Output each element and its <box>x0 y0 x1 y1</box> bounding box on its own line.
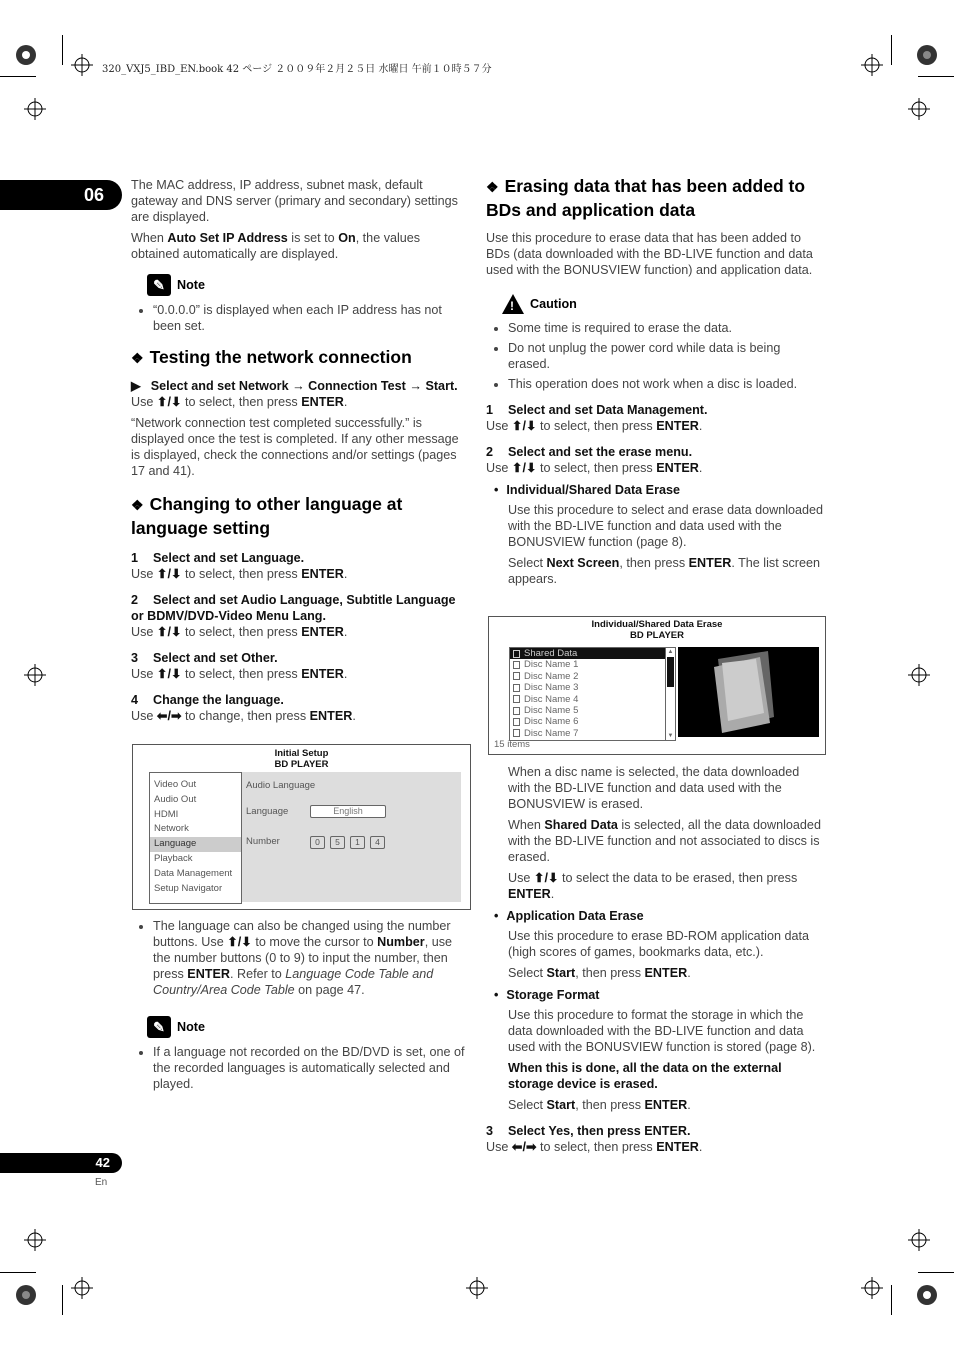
list-item[interactable]: Disc Name 3 <box>510 682 675 693</box>
shared-data-text: When Shared Data is selected, all the data downloaded with the BD-LIVE function and not associated to discs is erased. <box>508 818 821 864</box>
section-heading-language: ❖ Changing to other language at language setting <box>131 494 403 538</box>
list-scrollbar[interactable] <box>665 648 675 740</box>
menu-item-video-out[interactable]: Video Out <box>154 779 197 790</box>
registration-crosshair-icon <box>861 1277 883 1299</box>
print-header: 320_VXJ5_IBD_EN.book 42 ページ ２００９年２月２５日 水曜日 午前１０時５７分 <box>102 64 492 75</box>
initial-setup-screen <box>132 744 471 910</box>
use-instruction: Use ⬆/⬇ to select, then press ENTER. <box>131 625 348 639</box>
crop-mark <box>62 35 63 65</box>
note-heading: ✎ Note <box>147 274 469 296</box>
document-pages-icon <box>678 647 819 737</box>
erase-step-2: 2 Select and set the erase menu. <box>486 445 693 459</box>
disc-data-icon <box>513 695 520 703</box>
list-item[interactable]: Disc Name 4 <box>510 694 675 705</box>
number-label: Number <box>246 836 280 847</box>
list-item[interactable]: Disc Name 2 <box>510 671 675 682</box>
data-preview-image <box>678 647 819 737</box>
caution-heading: ! Caution <box>502 294 824 314</box>
menu-item-hdmi[interactable]: HDMI <box>154 808 179 820</box>
disc-data-icon <box>513 672 520 680</box>
erase-intro: Use this procedure to erase data that has been added to BDs (data downloaded with the BD-LIVE function and data used with the BONUSVIEW function) and application data. <box>486 231 813 277</box>
left-column-lower <box>131 918 469 1096</box>
registration-crosshair-icon <box>908 1229 930 1251</box>
storage-warning-text: When this is done, all the data on the external storage device is erased. <box>508 1061 782 1091</box>
disc-data-icon <box>513 661 520 669</box>
menu-item-language[interactable]: Language <box>150 837 241 852</box>
screen-title: Initial Setup <box>274 748 329 759</box>
crop-mark <box>891 1285 892 1315</box>
screen-subtitle: BD PLAYER <box>274 759 329 770</box>
screen-title: Individual/Shared Data Erase <box>591 619 723 630</box>
subheading-application-erase: • Application Data Erase <box>494 908 824 924</box>
number-digit[interactable]: 0 <box>310 836 325 849</box>
settings-panel <box>242 772 461 902</box>
disc-data-icon <box>513 729 520 737</box>
menu-item-audio-out[interactable]: Audio Out <box>154 793 197 805</box>
section-heading-erase: ❖ Erasing data that has been added to BDs and application data <box>486 176 806 220</box>
page-number: 42 <box>0 1153 122 1173</box>
crop-mark <box>918 76 954 77</box>
select-start-text: Select Start, then press ENTER. <box>508 1098 691 1112</box>
note-item: • If a language not recorded on the BD/DVD is set, one of the recorded languages is automatically selected and played. <box>153 1044 469 1092</box>
menu-item-network[interactable]: Network <box>154 823 189 835</box>
select-data-text: Use ⬆/⬇ to select the data to be erased, then press ENTER. <box>508 871 798 901</box>
caution-item: • Some time is required to erase the data. <box>508 320 824 336</box>
lang-step-4: 4 Change the language. <box>131 693 284 707</box>
right-column <box>486 163 824 592</box>
registration-starburst-icon <box>916 1284 938 1306</box>
subheading-storage-format: • Storage Format <box>494 987 824 1003</box>
mac-info-text: The MAC address, IP address, subnet mask, default gateway and DNS server (primary and secondary) settings are displayed. <box>131 178 458 224</box>
list-item-shared-data[interactable]: Shared Data <box>510 648 675 659</box>
select-start-text: Select Start, then press ENTER. <box>508 966 691 980</box>
language-code: En <box>95 1177 108 1188</box>
pencil-icon: ✎ <box>147 274 171 296</box>
caution-list <box>486 320 824 392</box>
scroll-up-icon[interactable]: ▲ <box>667 649 674 655</box>
list-item[interactable]: Disc Name 7 <box>510 728 675 739</box>
warning-icon: ! <box>502 294 524 314</box>
erase-step-1: 1 Select and set Data Management. <box>486 403 708 417</box>
scroll-thumb[interactable] <box>667 657 674 687</box>
item-count: 15 items <box>494 739 530 750</box>
storage-format-text: Use this procedure to format the storage in which the data downloaded with the BD-LIVE function and data used with the BONUSVIEW function is stored (page 8). <box>508 1008 816 1054</box>
registration-crosshair-icon <box>908 98 930 120</box>
lang-step-3: 3 Select and set Other. <box>131 651 278 665</box>
left-column <box>131 177 469 729</box>
lang-step-1: 1 Select and set Language. <box>131 551 305 565</box>
data-erase-screen <box>488 616 826 755</box>
pencil-icon: ✎ <box>147 1016 171 1038</box>
number-digit[interactable]: 4 <box>370 836 385 849</box>
caution-item: • This operation does not work when a disc is loaded. <box>508 376 824 392</box>
note-item: • “0.0.0.0” is displayed when each IP address has not been set. <box>153 302 469 334</box>
disc-name-selected-text: When a disc name is selected, the data downloaded with the BD-LIVE function and data used with the BONUSVIEW is erased. <box>508 765 800 811</box>
individual-erase-text: Use this procedure to select and erase data downloaded with the BD-LIVE function and data used with the BONUSVIEW function (page 8). <box>508 503 824 549</box>
registration-crosshair-icon <box>24 664 46 686</box>
crop-mark <box>918 1272 954 1273</box>
note-list <box>131 1044 469 1092</box>
caution-item: • Do not unplug the power cord while data is being erased. <box>508 340 824 372</box>
menu-item-data-management[interactable]: Data Management <box>154 867 233 879</box>
menu-item-setup-navigator[interactable]: Setup Navigator <box>154 882 223 894</box>
menu-item-playback[interactable]: Playback <box>154 852 193 864</box>
auto-ip-text: When Auto Set IP Address is set to On, the values obtained automatically are displayed. <box>131 231 421 261</box>
section-heading-network: ❖ Testing the network connection <box>131 347 412 367</box>
use-instruction: Use ⬆/⬇ to select, then press ENTER. <box>131 567 348 581</box>
disc-data-icon <box>513 718 520 726</box>
use-instruction: Use ⬆/⬇ to select, then press ENTER. <box>131 667 348 681</box>
network-result-text: “Network connection test completed successfully.” is displayed once the test is completed. If any other message is displayed, check the connections and/or settings (pages 17 and 41). <box>131 416 459 478</box>
use-instruction: Use ⬅/➡ to select, then press ENTER. <box>486 1140 703 1154</box>
list-item[interactable]: Disc Name 6 <box>510 716 675 727</box>
panel-title: Audio Language <box>246 780 316 791</box>
number-digit[interactable]: 5 <box>330 836 345 849</box>
next-screen-text: Select Next Screen, then press ENTER. The list screen appears. <box>508 556 820 586</box>
setup-menu <box>149 772 242 904</box>
disc-data-icon <box>513 650 520 658</box>
registration-crosshair-icon <box>24 1229 46 1251</box>
registration-crosshair-icon <box>71 1277 93 1299</box>
note-list <box>131 302 469 334</box>
disc-data-icon <box>513 707 520 715</box>
use-instruction: Use ⬆/⬇ to select, then press ENTER. <box>486 419 703 433</box>
use-instruction: Use ⬆/⬇ to select, then press ENTER. <box>131 395 348 409</box>
registration-crosshair-icon <box>71 54 93 76</box>
crop-mark <box>891 35 892 65</box>
scroll-down-icon[interactable]: ▼ <box>667 733 674 739</box>
list-item[interactable]: Disc Name 1 <box>510 659 675 670</box>
use-instruction: Use ⬆/⬇ to select, then press ENTER. <box>486 461 703 475</box>
registration-crosshair-icon <box>466 1277 488 1299</box>
note-heading: ✎ Note <box>147 1016 469 1038</box>
number-digit[interactable]: 1 <box>350 836 365 849</box>
diamond-bullet-icon: ❖ <box>486 179 499 195</box>
use-instruction: Use ⬅/➡ to change, then press ENTER. <box>131 709 356 723</box>
erase-step-3: 3 Select Yes, then press ENTER. <box>486 1124 691 1138</box>
number-buttons-tip: • The language can also be changed using the number buttons. Use ⬆/⬇ to move the cursor to Number, use the number buttons (0 to 9) to input the number, then press ENTER. Refer to Language Code Table and Country/Area Code Table on page 47. <box>153 918 469 998</box>
diamond-bullet-icon: ❖ <box>131 497 144 513</box>
registration-starburst-icon <box>916 44 938 66</box>
registration-crosshair-icon <box>861 54 883 76</box>
lang-step-2: 2 Select and set Audio Language, Subtitle Language or BDMV/DVD-Video Menu Lang. <box>131 593 456 623</box>
language-field[interactable]: English <box>310 805 386 818</box>
registration-starburst-icon <box>15 1284 37 1306</box>
network-step: ▶ Select and set Network → Connection Test → Start. <box>131 379 458 393</box>
registration-crosshair-icon <box>24 98 46 120</box>
right-column-lower <box>486 764 824 1160</box>
list-item[interactable]: Disc Name 5 <box>510 705 675 716</box>
disc-data-icon <box>513 684 520 692</box>
chapter-tab: 06 <box>0 180 122 210</box>
screen-subtitle: BD PLAYER <box>629 630 685 641</box>
application-erase-text: Use this procedure to erase BD-ROM application data (high scores of games, bookmarks data, etc.). <box>508 929 809 959</box>
bullet-list <box>131 918 469 998</box>
language-label: Language <box>246 806 289 817</box>
diamond-bullet-icon: ❖ <box>131 350 144 366</box>
registration-starburst-icon <box>15 44 37 66</box>
data-list <box>509 647 676 741</box>
subheading-individual-erase: • Individual/Shared Data Erase <box>494 482 824 498</box>
crop-mark <box>0 1272 36 1273</box>
registration-crosshair-icon <box>908 664 930 686</box>
crop-mark <box>0 76 36 77</box>
crop-mark <box>62 1285 63 1315</box>
